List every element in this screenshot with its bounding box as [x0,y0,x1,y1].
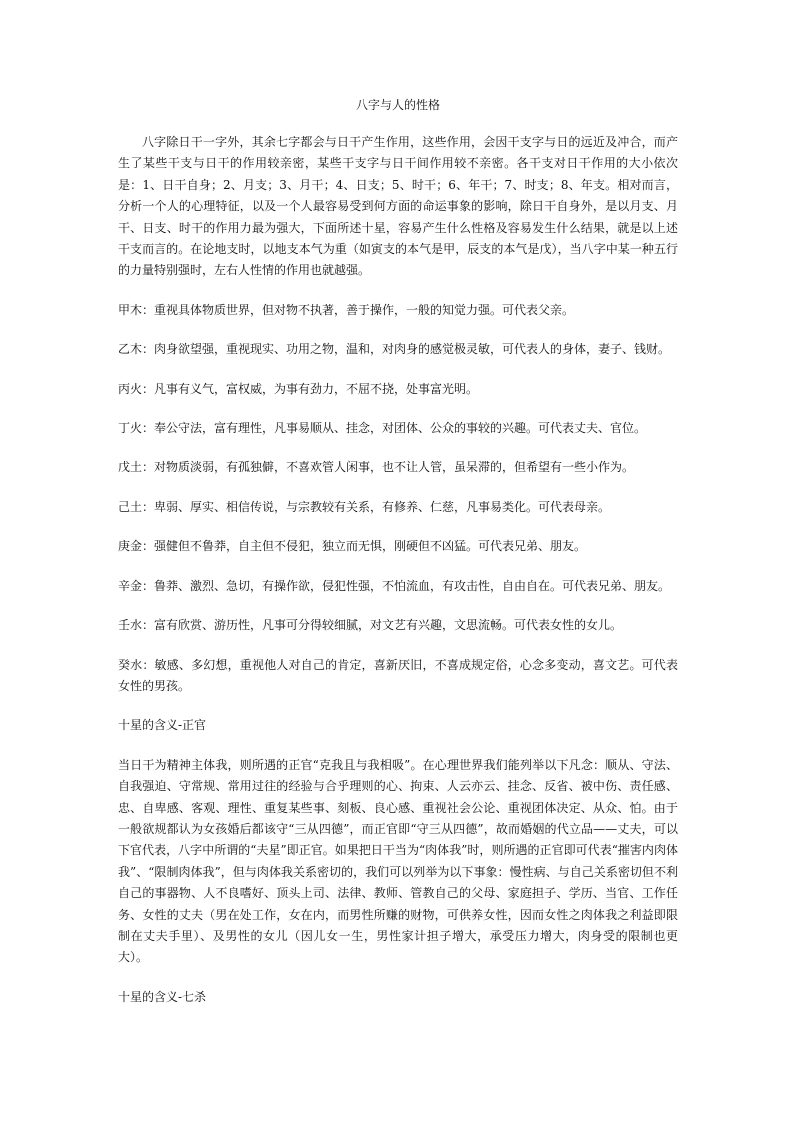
spacer [118,439,678,457]
spacer [118,400,678,418]
spacer [118,558,678,576]
spacer [118,737,678,755]
stem-jia-paragraph: 甲木：重视具体物质世界，但对物不执著，善于操作，一般的知觉力强。可代表父亲。 [118,302,575,317]
spacer [118,282,678,300]
spacer [118,697,678,715]
stem-ren-paragraph: 壬水：富有欣赏、游历性，凡事可分得较细腻，对文艺有兴趣，文思流畅。可代表女性的女儿。 [118,618,623,633]
zhengguan-paragraph: 当日干为精神主体我，则所遇的正官“克我且与我相吸”。在心理世界我们能列举以下凡念：顺从、守法、自我强迫、守常规、常用过往的经验与合乎理则的心、拘束、人云亦云、挂念、反省、被中伤、责任感、忠、自卑感、客观、理性、重复某些事、刻板、良心感、重视社会公论、重视团体决定、从众、怕。由于一般欲规都认为女孩婚后都该守“三从四德”，而正官即“守三从四德”，故而婚姻的代立品——丈夫，可以下官代表，八字中所谓的“夫星”即正官。如果把日干当为“肉体我”时，则所遇的正官即可代表“摧害内肉体我”、“限制肉体我”，但与肉体我关系密切的，我们可以列举为以下事象：慢性病、与自己关系密切但不利自己的事器物、人不良嗜好、顶头上司、法律、教师、管教自己的父母、家庭担子、学历、当官、工作任务、女性的丈夫（男在处工作，女在内，而男性所赚的财物，可供养女性，因而女性之肉体我之利益即限制在丈夫手里）、及男性的女儿（因儿女一生，男性家计担子增大，承受压力增大，肉身受的限制也更大）。 [118,757,678,965]
stem-yi-paragraph: 乙木：肉身欲望强，重视现实、功用之物，温和，对肉身的感觉极灵敏，可代表人的身体，妻子、钱财。 [118,342,671,357]
spacer [118,518,678,536]
spacer [118,637,678,655]
section-heading-qisha: 十星的含义-七杀 [118,989,207,1004]
spacer [118,969,678,987]
stem-wu-paragraph: 戊土：对物质淡弱，有孤独僻，不喜欢管人闲事，也不让人管，虽呆滞的，但希望有一些小作为。 [118,460,635,475]
spacer [118,597,678,615]
spacer [118,479,678,497]
section-heading-zhengguan: 十星的含义-正官 [118,718,207,733]
stem-xin-paragraph: 辛金：鲁莽、激烈、急切，有操作欲，侵犯性强，不怕流血，有攻击性，自由自在。可代表兄弟、朋友。 [118,578,671,593]
spacer [118,361,678,379]
stem-geng-paragraph: 庚金：强健但不鲁莽，自主但不侵犯，独立而无惧，刚硬但不凶猛。可代表兄弟、朋友。 [118,539,587,554]
spacer [118,321,678,339]
document-page [118,96,678,1008]
intro-paragraph: 八字除日干一字外，其余七字都会与日干产生作用，这些作用，会因干支字与日的远近及冲合，而产生了某些干支与日干的作用较亲密，某些干支字与日干间作用较不亲密。各干支对日干作用的大小依次是：1、日干自身；2、月支；3、月干；4、日支；5、时干；6、年干；7、时支；8、年支。相对而言，分析一个人的心理特征，以及一个人最容易受到何方面的命运事象的影响，除日干自身外，是以月支、月干、日支、时干的作用力最为强大，下面所述十星，容易产生什么性格及容易发生什么结果，就是以上述干支而言的。在论地支时，以地支本气为重（如寅支的本气是甲，辰支的本气是戊），当八字中某一种五行的力量特别强时，左右人性情的作用也就越强。 [118,135,678,278]
stem-ding-paragraph: 丁火：奉公守法，富有理性，凡事易顺从、挂念，对团体、公众的事较的兴趣。可代表丈夫、官位。 [118,421,647,436]
stem-ji-paragraph: 己土：卑弱、厚实、相信传说，与宗教较有关系，有修养、仁慈，凡事易类化。可代表母亲。 [118,499,611,514]
stem-bing-paragraph: 丙火：凡事有义气，富权威，为事有劲力，不屈不挠，处事富光明。 [118,381,479,396]
document-title: 八字与人的性格 [355,98,440,112]
stem-gui-paragraph: 癸水：敏感、多幻想，重视他人对自己的肯定，喜新厌旧，不喜成规定俗，心念多变动，喜文艺。可代表女性的男孩。 [118,657,678,693]
